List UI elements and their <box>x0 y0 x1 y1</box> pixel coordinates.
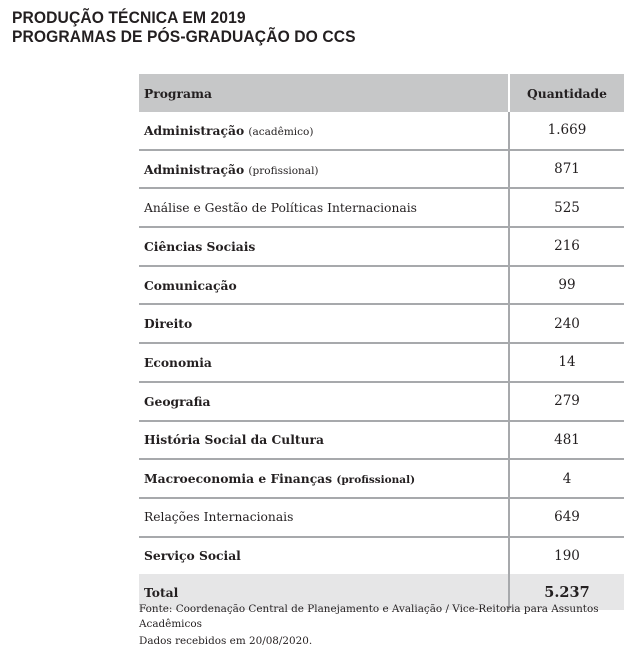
program-note: (profissional) <box>336 474 416 487</box>
quantity-cell: 525 <box>509 188 624 227</box>
table-footnote <box>139 602 629 649</box>
program-name: Geografia <box>144 393 211 409</box>
title-line-2: PROGRAMAS DE PÓS-GRADUAÇÃO DO CCS <box>12 27 356 46</box>
table-row <box>139 150 624 189</box>
table-row <box>139 382 624 421</box>
quantity-cell: 14 <box>509 343 624 382</box>
program-name: Direito <box>144 316 193 332</box>
table-row <box>139 498 624 537</box>
quantity-cell: 4 <box>509 459 624 498</box>
table-row <box>139 112 624 150</box>
received-date-note: Dados recebidos em 20/08/2020. <box>139 635 313 647</box>
program-cell <box>139 459 509 498</box>
total-value: 5.237 <box>509 574 624 610</box>
table-row <box>139 304 624 343</box>
program-name: Economia <box>144 354 212 370</box>
table-row <box>139 537 624 575</box>
source-note: Fonte: Coordenação Central de Planejamento e Avaliação / Vice-Reitoria para Assuntos Acadêmicos <box>139 603 599 630</box>
program-name: Ciências Sociais <box>144 238 256 254</box>
quantity-cell: 481 <box>509 421 624 460</box>
quantity-cell: 649 <box>509 498 624 537</box>
column-header-quantidade: Quantidade <box>509 74 624 112</box>
program-note: (profissional) <box>248 164 319 177</box>
table-row <box>139 266 624 305</box>
program-cell <box>139 421 509 460</box>
program-cell <box>139 150 509 189</box>
page-title <box>12 8 356 46</box>
program-cell <box>139 266 509 305</box>
table-row <box>139 421 624 460</box>
program-cell <box>139 382 509 421</box>
program-name: Macroeconomia e Finanças <box>144 471 333 487</box>
program-cell <box>139 304 509 343</box>
column-header-programa: Programa <box>139 74 509 112</box>
production-table <box>139 74 624 610</box>
program-cell <box>139 498 509 537</box>
program-name: Administração <box>144 161 245 177</box>
program-name: Serviço Social <box>144 548 241 564</box>
program-name: Relações Internacionais <box>144 510 294 525</box>
program-cell <box>139 112 509 150</box>
program-name: Análise e Gestão de Políticas Internacionais <box>144 200 417 215</box>
program-name: História Social da Cultura <box>144 432 324 448</box>
quantity-cell: 240 <box>509 304 624 343</box>
quantity-cell: 1.669 <box>509 112 624 150</box>
quantity-cell: 871 <box>509 150 624 189</box>
quantity-cell: 279 <box>509 382 624 421</box>
total-label: Total <box>139 574 509 610</box>
program-name: Administração <box>144 122 245 138</box>
program-cell <box>139 537 509 575</box>
table-row <box>139 227 624 266</box>
program-note: (acadêmico) <box>248 125 314 138</box>
program-cell <box>139 343 509 382</box>
title-line-1: PRODUÇÃO TÉCNICA EM 2019 <box>12 8 246 27</box>
table-row <box>139 343 624 382</box>
table-row <box>139 188 624 227</box>
program-cell <box>139 188 509 227</box>
quantity-cell: 190 <box>509 537 624 575</box>
table-row <box>139 459 624 498</box>
program-name: Comunicação <box>144 277 237 293</box>
table-header-row <box>139 74 624 112</box>
program-cell <box>139 227 509 266</box>
quantity-cell: 99 <box>509 266 624 305</box>
quantity-cell: 216 <box>509 227 624 266</box>
